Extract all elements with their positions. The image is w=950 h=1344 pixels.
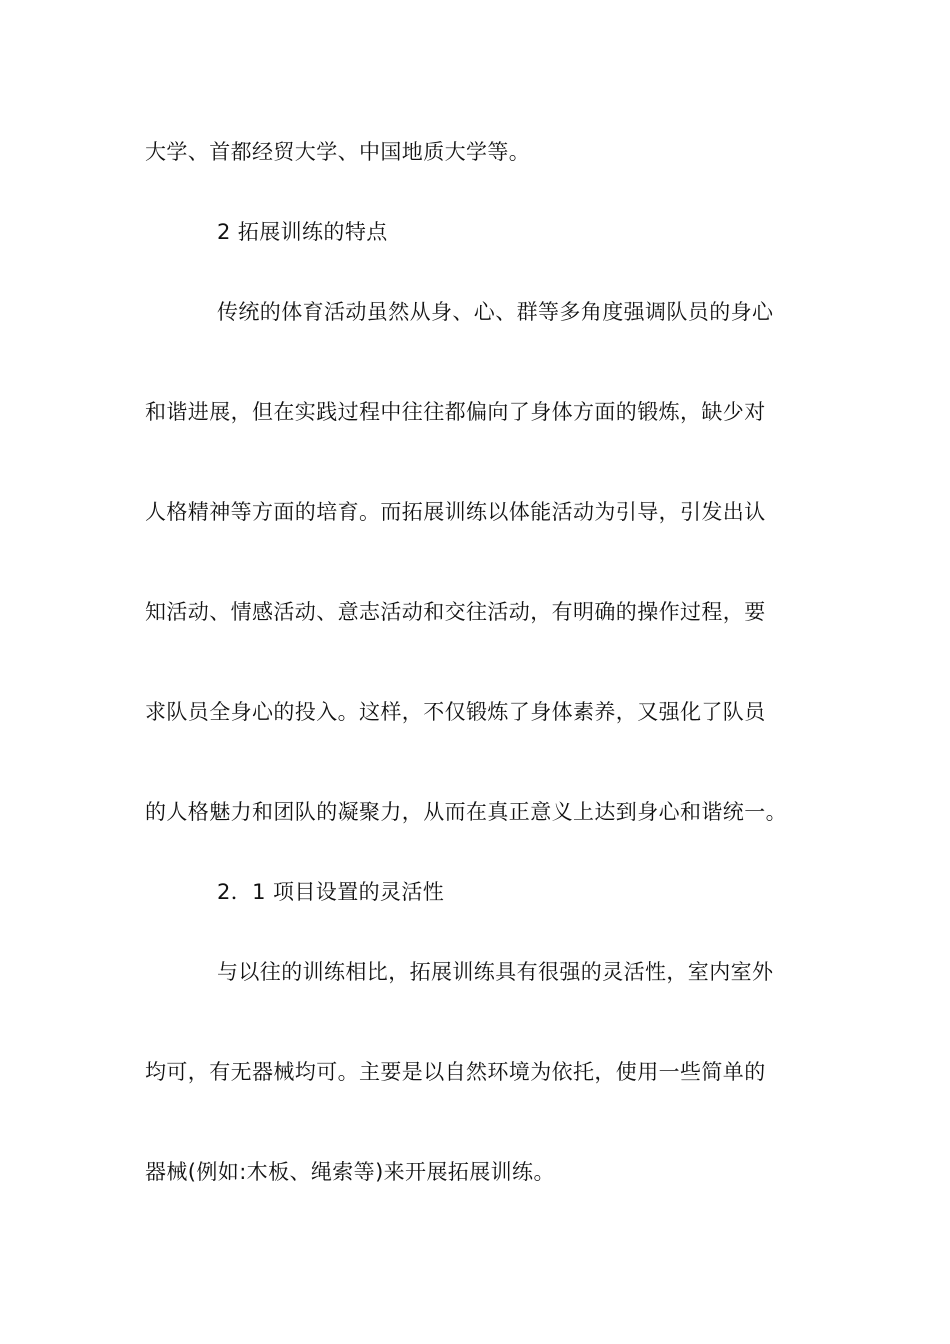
text-line-7: 求队员全身心的投入。这样，不仅锻炼了身体素养，又强化了队员 (145, 700, 766, 724)
text-line-11: 均可，有无器械均可。主要是以自然环境为依托，使用一些简单的 (145, 1060, 766, 1084)
text-line-6: 知活动、情感活动、意志活动和交往活动，有明确的操作过程，要 (145, 600, 766, 624)
section-heading-2-1: 2．1 项目设置的灵活性 (217, 880, 445, 904)
text-line-4: 和谐进展，但在实践过程中往往都偏向了身体方面的锻炼，缺少对 (145, 400, 766, 424)
text-line-8: 的人格魅力和团队的凝聚力，从而在真正意义上达到身心和谐统一。 (145, 800, 787, 824)
text-line-5: 人格精神等方面的培育。而拓展训练以体能活动为引导，引发出认 (145, 500, 766, 524)
text-line-3: 传统的体育活动虽然从身、心、群等多角度强调队员的身心 (217, 300, 774, 324)
text-line-1: 大学、首都经贸大学、中国地质大学等。 (145, 140, 531, 164)
section-heading-2: 2 拓展训练的特点 (217, 220, 388, 244)
text-line-12: 器械(例如:木板、绳索等)来开展拓展训练。 (145, 1160, 555, 1184)
text-line-10: 与以往的训练相比，拓展训练具有很强的灵活性，室内室外 (217, 960, 774, 984)
